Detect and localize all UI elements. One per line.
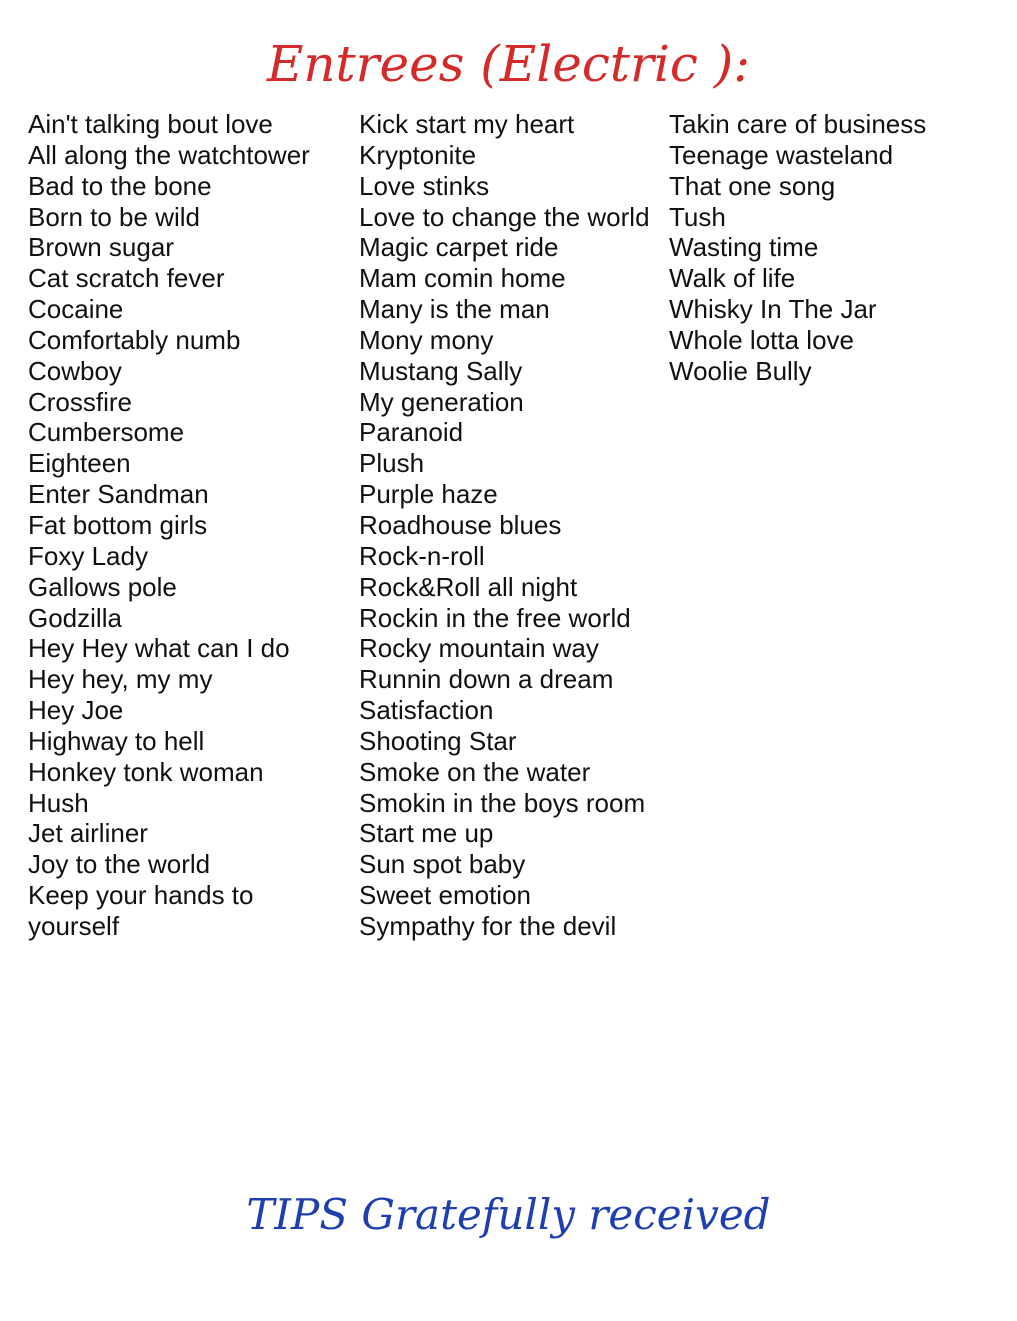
song-item: Crossfire	[28, 386, 133, 417]
song-item: Hey Joe	[28, 695, 124, 726]
song-item: Cumbersome	[28, 417, 185, 448]
song-item: Enter Sandman	[28, 479, 209, 510]
song-column-1	[28, 109, 338, 942]
song-item: Highway to hell	[28, 725, 205, 756]
song-item: Cocaine	[28, 294, 124, 325]
song-item: Sun spot baby	[359, 849, 526, 880]
song-item: Keep your hands to	[28, 880, 254, 911]
song-item: Fat bottom girls	[28, 509, 208, 540]
song-item: Mustang Sally	[359, 355, 523, 386]
song-item: Foxy Lady	[28, 540, 148, 571]
song-item: Runnin down a dream	[359, 664, 614, 695]
song-item: Rock&Roll all night	[359, 571, 578, 602]
song-item: Hey hey, my my	[28, 664, 213, 695]
song-item: Kick start my heart	[359, 109, 575, 139]
song-item: Teenage wasteland	[669, 139, 894, 170]
song-item: Honkey tonk woman	[28, 756, 264, 787]
song-item: Rocky mountain way	[359, 633, 599, 664]
song-item: Whisky In The Jar	[669, 294, 877, 325]
song-item: Cat scratch fever	[28, 263, 225, 294]
song-item: Born to be wild	[28, 201, 200, 232]
song-item: Kryptonite	[359, 139, 477, 170]
song-item: Start me up	[359, 818, 494, 849]
song-item: My generation	[359, 386, 524, 417]
song-item: Smokin in the boys room	[359, 787, 646, 818]
song-item: Rock-n-roll	[359, 540, 485, 571]
song-item: Paranoid	[359, 417, 464, 448]
song-item: Many is the man	[359, 294, 550, 325]
song-item: Sweet emotion	[359, 880, 531, 911]
song-item: Purple haze	[359, 479, 498, 510]
song-item: Sympathy for the devil	[359, 910, 617, 941]
song-item: Jet airliner	[28, 818, 148, 849]
song-item: Godzilla	[28, 602, 122, 633]
song-item: Brown sugar	[28, 232, 174, 263]
song-item: Joy to the world	[28, 849, 211, 880]
song-item: Mony mony	[359, 324, 494, 355]
song-item: Hush	[28, 787, 89, 818]
song-item: yourself	[28, 910, 120, 941]
song-item: Gallows pole	[28, 571, 177, 602]
tips-footer: TIPS Gratefully received	[246, 1190, 771, 1239]
song-item: Love stinks	[359, 170, 490, 201]
song-item: Woolie Bully	[669, 355, 812, 386]
page-title: Entrees (Electric ):	[266, 35, 751, 93]
song-item: Shooting Star	[359, 725, 517, 756]
song-item: Walk of life	[669, 263, 796, 294]
song-item: Magic carpet ride	[359, 232, 559, 263]
song-item: Satisfaction	[359, 695, 494, 726]
song-item: Hey Hey what can I do	[28, 633, 290, 664]
song-item: Rockin in the free world	[359, 602, 631, 633]
song-item: All along the watchtower	[28, 139, 310, 170]
song-item: Comfortably numb	[28, 324, 241, 355]
song-item: Bad to the bone	[28, 170, 212, 201]
song-item: Eighteen	[28, 448, 131, 479]
song-item: Whole lotta love	[669, 324, 854, 355]
song-item: Ain't talking bout love	[28, 109, 273, 139]
song-item: Smoke on the water	[359, 756, 591, 787]
song-item: That one song	[669, 170, 836, 201]
song-column-2	[359, 109, 664, 942]
song-item: Wasting time	[669, 232, 819, 263]
song-item: Takin care of business	[669, 109, 927, 139]
song-item: Roadhouse blues	[359, 509, 562, 540]
song-item: Plush	[359, 448, 425, 479]
song-item: Mam comin home	[359, 263, 566, 294]
song-item: Tush	[669, 201, 726, 232]
song-column-3	[669, 109, 1009, 387]
song-item: Love to change the world	[359, 201, 650, 232]
song-item: Cowboy	[28, 355, 122, 386]
